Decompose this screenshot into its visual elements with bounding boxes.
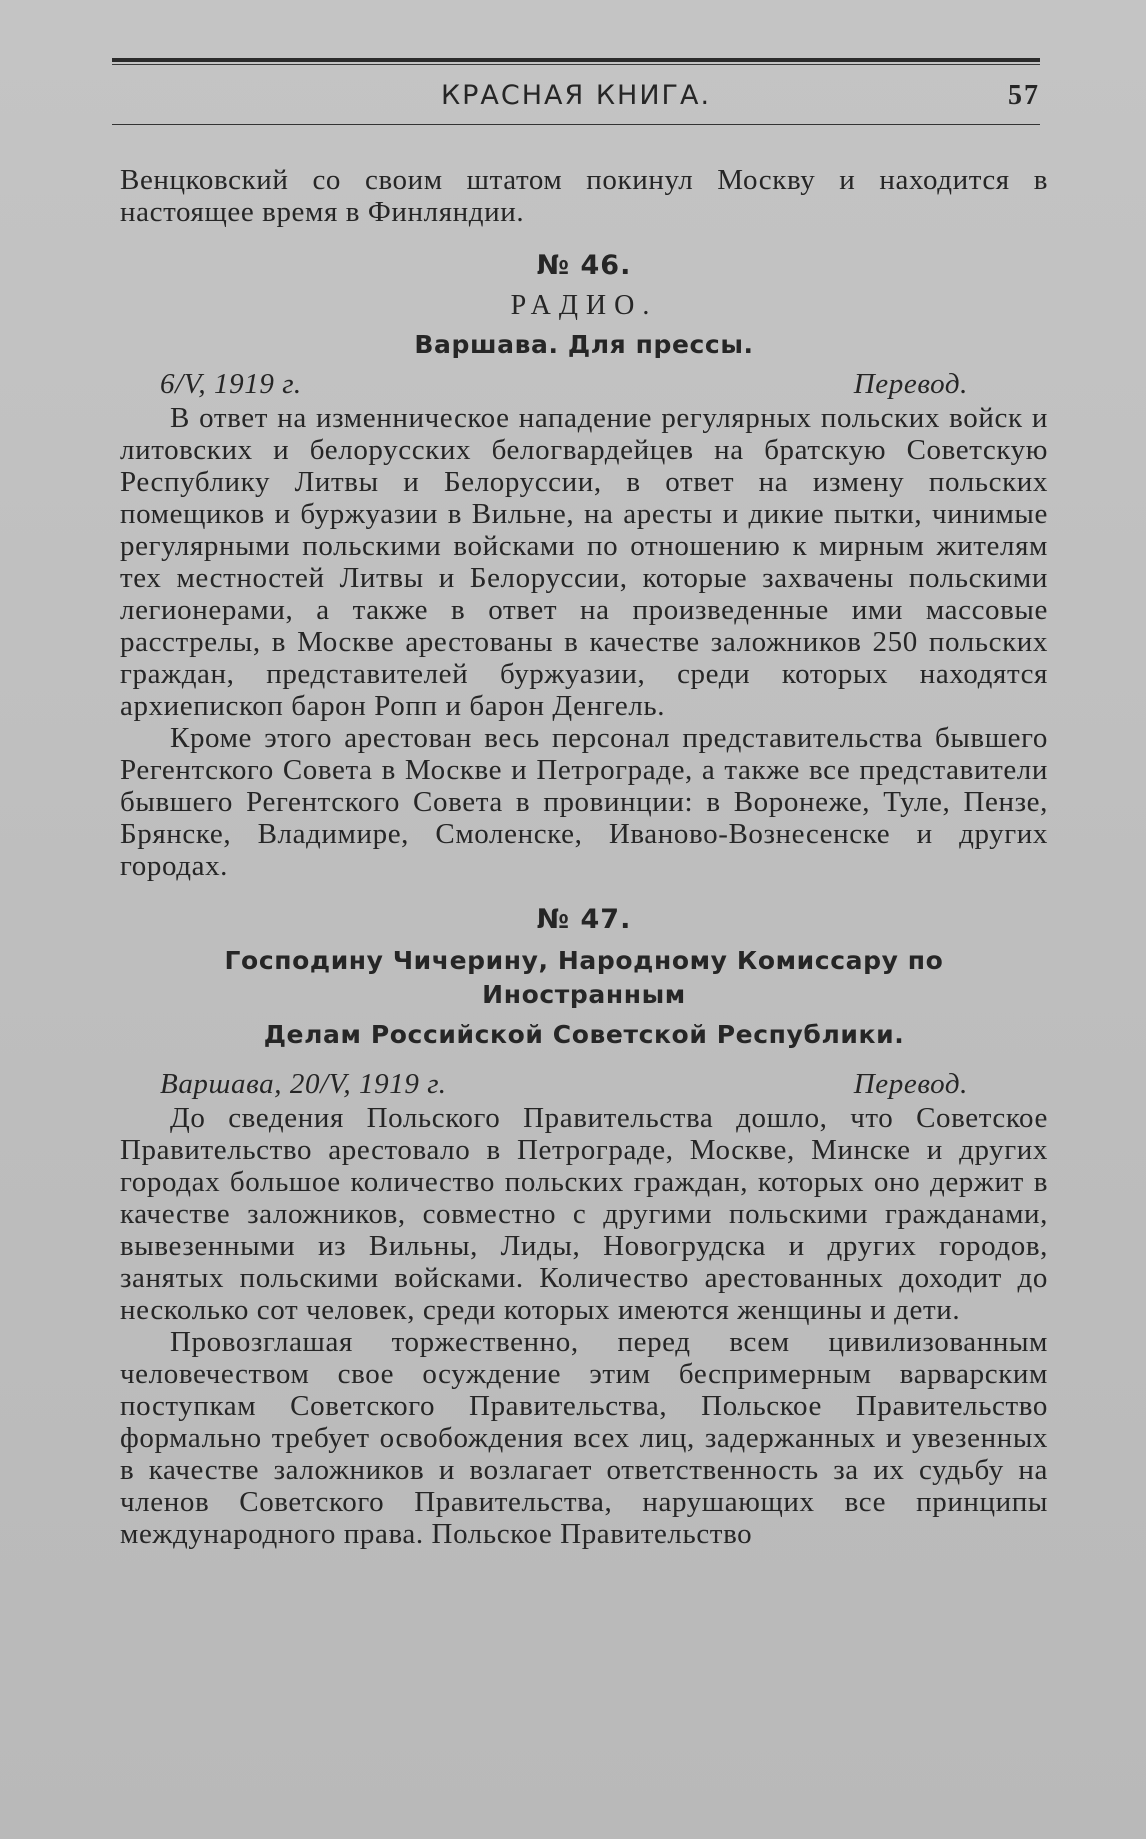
page-number: 57 [1008,80,1040,111]
doc47-paragraph-2: Провозглашая торжественно, перед всем цивилизованным человечеством свое осуждение этим беспримерным варварским поступкам Советского Правительства, Польское Правительство формально требует освобождения всех лиц, задержанных и увезенных в качестве заложников и возлагает ответственность за их судьбу на членов Советского Правительства, нарушающих все принципы международного права. Польское Правительство [120,1326,1048,1550]
doc47-translation-note: Перевод. [853,1068,968,1100]
header-rule [112,124,1040,125]
doc47-date: Варшава, 20/V, 1919 г. [160,1068,447,1100]
main-text [120,164,1048,1550]
top-rule-thin [112,64,1040,65]
doc46-subtitle: Варшава. Для прессы. [414,330,754,359]
doc46-kind: РАДИО. [510,290,658,321]
doc46-dateline [120,368,1048,402]
doc47-addressee-line-2: Делам Российской Советской Республики. [263,1020,905,1049]
doc47-addressee-line-1: Господину Чичерину, Народному Комиссару по Иностранным [224,946,944,1009]
running-title: КРАСНАЯ КНИГА. [440,80,712,111]
doc46-date: 6/V, 1919 г. [160,368,302,400]
doc47-dateline [120,1068,1048,1102]
doc47-paragraph-1: До сведения Польского Правительства дошло, что Советское Правительство арестовало в Петрограде, Москве, Минске и других городах большое количество польских граждан, которых оно держит в качестве заложников, совместно с другими польскими гражданами, вывезенными из Вильны, Лиды, Новогрудска и других городов, занятых польскими войсками. Количество арестованных доходит до несколько сот человек, среди которых имеются женщины и дети. [120,1102,1048,1326]
doc46-paragraph-2: Кроме этого арестован весь персонал представительства бывшего Регентского Совета в Москве и Петрограде, а также все представители бывшего Регентского Совета в провинции: в Воронеже, Туле, Пензе, Брянске, Владимире, Смоленске, Иваново-Вознесенске и других городах. [120,722,1048,882]
doc46-translation-note: Перевод. [853,368,968,400]
doc47-number: № 47. [536,904,632,935]
intro-paragraph: Венцковский со своим штатом покинул Москву и находится в настоящее время в Финляндии. [120,164,1048,228]
doc46-paragraph-1: В ответ на изменническое нападение регулярных польских войск и литовских и белорусских белогвардейцев на братскую Советскую Республику Литвы и Белоруссии, в ответ на измену польских помещиков и буржуазии в Вильне, на аресты и дикие пытки, чинимые регулярными польскими войсками по отношению к мирным жителям тех местностей Литвы и Белоруссии, которые захвачены польскими легионерами, а также в ответ на произведенные ими массовые расстрелы, в Москве арестованы в качестве заложников 250 польских граждан, представителей буржуазии, среди которых находятся архиепископ барон Ропп и барон Денгель. [120,402,1048,722]
running-header [112,80,1040,116]
top-rule [112,58,1040,62]
doc46-number: № 46. [536,250,632,281]
